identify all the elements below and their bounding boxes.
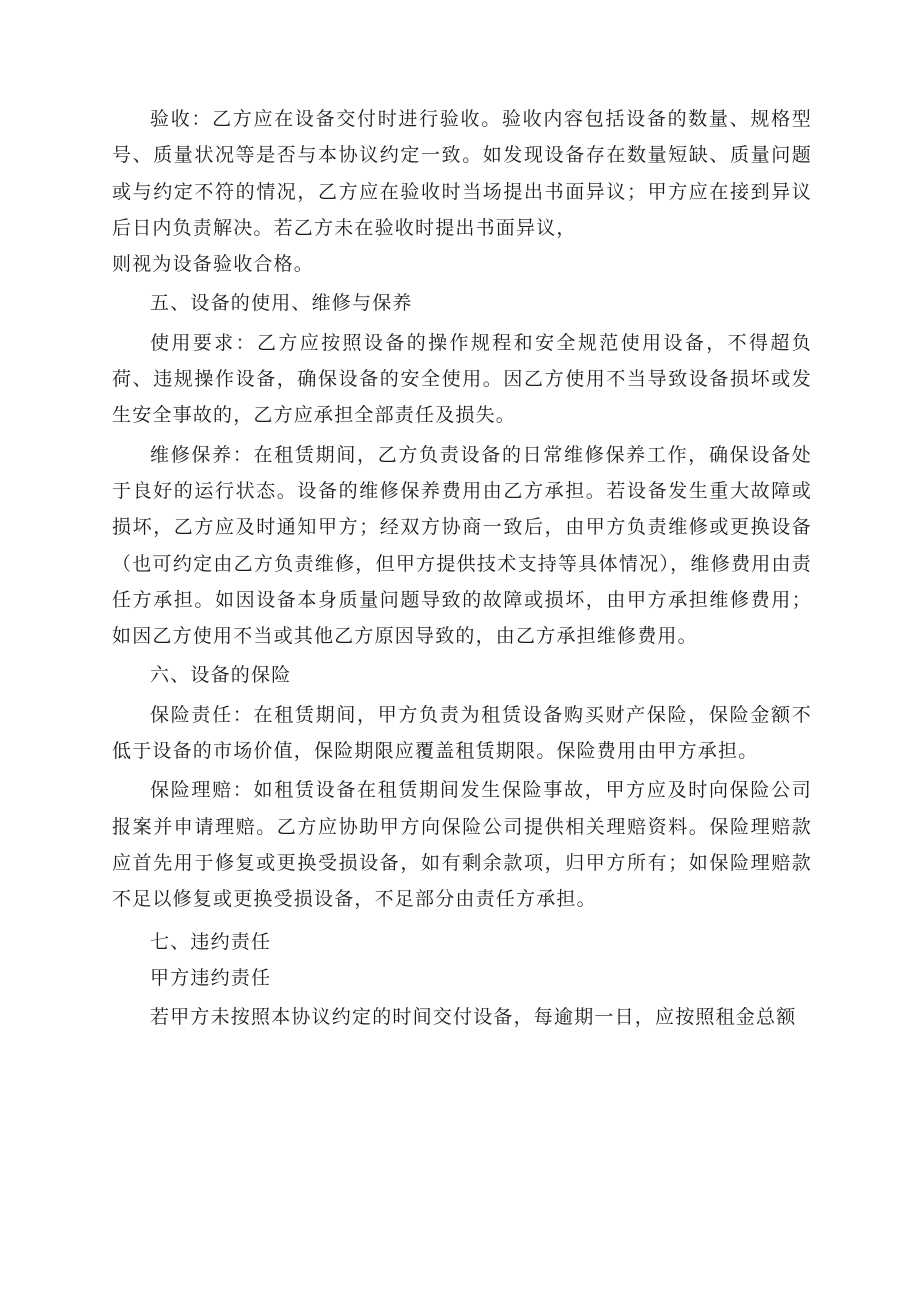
insurance-liability-paragraph: 保险责任：在租赁期间，甲方负责为租赁设备购买财产保险，保险金额不低于设备的市场价值，保险期限应覆盖租赁期限。保险费用由甲方承担。 [112,703,812,763]
party-a-breach-paragraph: 若甲方未按照本协议约定的时间交付设备，每逾期一日，应按照租金总额 [150,1006,797,1029]
maintenance-paragraph: 维修保养：在租赁期间，乙方负责设备的日常维修保养工作，确保设备处于良好的运行状态。设备的维修保养费用由乙方承担。若设备发生重大故障或损坏，乙方应及时通知甲方；经双方协商一致后，由甲方负责维修或更换设备（也可约定由乙方负责维修，但甲方提供技术支持等具体情况），维修费用由责任方承担。如因设备本身质量问题导致的故障或损坏，由甲方承担维修费用；如因乙方使用不当或其他乙方原因导致的，由乙方承担维修费用。 [112,443,812,648]
party-a-breach-heading: 甲方违约责任 [150,966,272,989]
document-page [112,101,812,1035]
acceptance-paragraph: 验收：乙方应在设备交付时进行验收。验收内容包括设备的数量、规格型号、质量状况等是否与本协议约定一致。如发现设备存在数量短缺、质量问题或与约定不符的情况，乙方应在验收时当场提出书面异议；甲方应在接到异议后日内负责解决。若乙方未在验收时提出书面异议， [112,108,812,239]
usage-requirements-paragraph: 使用要求：乙方应按照设备的操作规程和安全规范使用设备，不得超负荷、违规操作设备，确保设备的安全使用。因乙方使用不当导致设备损坏或发生安全事故的，乙方应承担全部责任及损失。 [112,331,812,427]
section-5-heading: 五、设备的使用、维修与保养 [150,292,413,315]
section-6-heading: 六、设备的保险 [150,664,292,687]
acceptance-conclusion-paragraph: 则视为设备验收合格。 [112,253,315,276]
section-7-heading: 七、违约责任 [150,930,272,953]
insurance-claim-paragraph: 保险理赔：如租赁设备在租赁期间发生保险事故，甲方应及时向保险公司报案并申请理赔。乙方应协助甲方向保险公司提供相关理赔资料。保险理赔款应首先用于修复或更换受损设备，如有剩余款项，归甲方所有；如保险理赔款不足以修复或更换受损设备，不足部分由责任方承担。 [112,779,812,911]
